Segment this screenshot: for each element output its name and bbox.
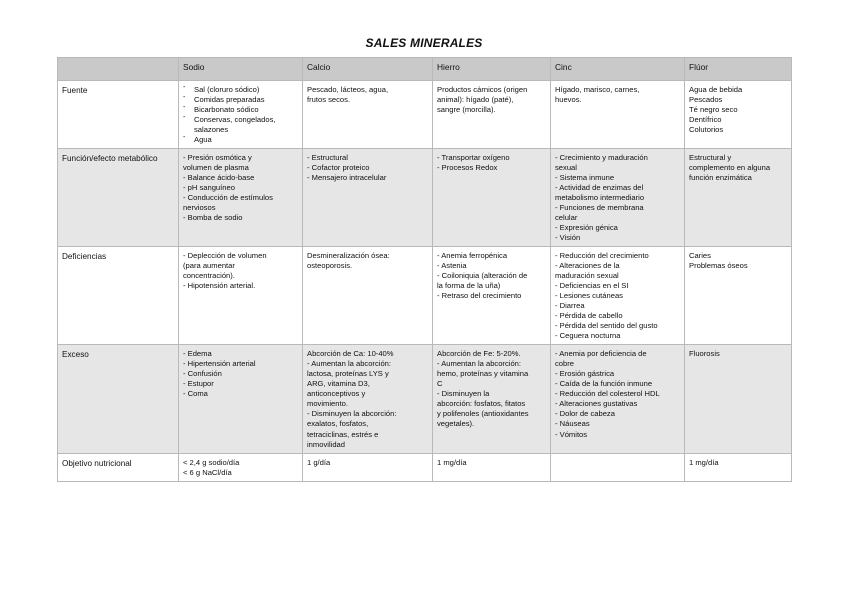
cell-text: - Funciones de membrana [555,203,644,213]
column-header-hierro: Hierro [433,58,551,81]
cell-text: Productos cárnicos (origen [437,85,528,94]
cell-fluor [685,453,792,481]
page-title: SALES MINERALES [365,36,483,50]
cell-text: - Disminuyen la [437,389,490,399]
cell-text: - Transportar oxígeno [437,153,510,163]
column-header-cinc: Cinc [551,58,685,81]
cell-text: - Caída de la función inmune [555,379,653,389]
cell-text: - Procesos Redox [437,163,498,173]
cell-text: - Náuseas [555,419,590,429]
cell-text: - Aumentan la abcorción: [307,359,392,369]
cell-text: < 2,4 g sodio/día [183,457,240,467]
cell-text: (para aumentar [183,261,235,271]
cell-text: salazones [194,125,229,135]
cell-text: - Sal (cloruro sódico) [183,85,298,95]
cell-text: Fluorosis [689,349,720,359]
cell-text: - Cofactor proteico [307,163,370,173]
row-label: Deficiencias [58,247,179,345]
cell-text: - Retraso del crecimiento [437,291,522,301]
table-body [58,81,792,482]
cell-text: - Erosión gástrica [555,369,615,379]
cell-text: - Presión osmótica y [183,153,252,163]
table-row [58,81,792,149]
cell-text: nerviosos [183,203,216,213]
cell-text: Té negro seco [689,105,738,115]
cell-text: - Diarrea [555,301,585,311]
cell-text: - Agua [183,135,298,145]
column-header-sodio: Sodio [179,58,303,81]
cell-calcio [303,453,433,481]
cell-text: - Confusión [183,369,222,379]
cell-cinc [551,149,685,247]
cell-text: vegetales). [437,419,475,429]
cell-fluor [685,345,792,453]
cell-text: - Comidas preparadas [183,95,298,105]
cell-calcio [303,81,433,149]
cell-cinc [551,81,685,149]
cell-text: - Coma [183,389,208,399]
cell-text: tetraciclinas, estrés e [307,429,379,439]
cell-text: maduración sexual [555,271,619,281]
cell-text: - Hipotensión arterial. [183,281,256,291]
cell-hierro [433,81,551,149]
cell-hierro [433,453,551,481]
cell-text: sexual [555,163,577,173]
minerals-table [57,57,792,482]
cell-cinc [551,345,685,453]
table-row [58,453,792,481]
cell-text: ARG, vitamina D3, [307,379,370,389]
table-row [58,345,792,453]
cell-text: 1 mg/día [689,457,719,467]
cell-text: movimiento. [307,399,348,409]
cell-text: - Bomba de sodio [183,213,243,223]
cell-sodio [179,149,303,247]
cell-text: - Disminuyen la abcorción: [307,409,397,419]
cell-text: Hígado, marisco, carnes, [555,85,640,94]
cell-cinc [551,453,685,481]
cell-text: sangre (morcilla). [437,105,496,115]
row-label: Objetivo nutricional [58,453,179,481]
row-label: Exceso [58,345,179,453]
table-row [58,247,792,345]
cell-text: frutos secos. [307,95,351,105]
cell-text: - Vómitos [555,429,588,439]
cell-fluor [685,81,792,149]
cell-text: - Pérdida del sentido del gusto [555,321,658,331]
cell-hierro [433,149,551,247]
cell-text: animal): hígado (paté), [437,95,514,105]
cell-cinc [551,247,685,345]
cell-text: inmovilidad [307,439,345,449]
cell-text: Abcorción de Ca: 10-40% [307,349,394,359]
cell-text: hemo, proteínas y vitamina [437,369,529,379]
row-label: Función/efecto metabólico [58,149,179,247]
column-header-calcio: Calcio [303,58,433,81]
cell-text: - Alteraciones gustativas [555,399,638,409]
column-header-fluor: Flúor [685,58,792,81]
cell-text: - Aumentan la abcorción: [437,359,522,369]
cell-text: < 6 g NaCl/día [183,467,232,477]
cell-text: - Visión [555,233,581,243]
cell-text: Agua de bebida [689,85,743,94]
cell-text: - Sistema inmune [555,173,615,183]
cell-text: cobre [555,359,574,369]
cell-text: la forma de la uña) [437,281,501,291]
cell-text: celular [555,213,578,223]
cell-text: función enzimática [689,173,752,183]
cell-text: Colutorios [689,125,724,135]
cell-hierro [433,345,551,453]
cell-text: - Expresión génica [555,223,618,233]
cell-text: 1 mg/día [437,457,467,467]
cell-text: - Edema [183,349,212,359]
cell-text: complemento en alguna [689,163,771,173]
cell-text: - Dolor de cabeza [555,409,615,419]
cell-text: - Anemia por deficiencia de [555,349,647,359]
cell-sodio [179,345,303,453]
cell-text: C [437,379,443,389]
cell-text: huevos. [555,95,582,105]
cell-text: volumen de plasma [183,163,249,173]
cell-text: metabolismo intermediario [555,193,645,203]
cell-text: Pescados [689,95,723,105]
cell-calcio [303,149,433,247]
table-row [58,149,792,247]
table-header-row [58,58,792,81]
cell-text: osteoporosis. [307,261,353,271]
cell-text: anticonceptivos y [307,389,366,399]
cell-text: exalatos, fosfatos, [307,419,369,429]
cell-text: - Pérdida de cabello [555,311,623,321]
cell-text: Caries [689,251,711,261]
cell-hierro [433,247,551,345]
cell-text: - Alteraciones de la [555,261,620,271]
cell-sodio [179,247,303,345]
cell-text: - Deficiencias en el SI [555,281,629,291]
cell-text: - Mensajero intracelular [307,173,387,183]
cell-text: concentración). [183,271,235,281]
cell-text: - Reducción del colesterol HDL [555,389,660,399]
cell-text: Abcorción de Fe: 5-20%. [437,349,521,359]
cell-text: - Conservas, congelados, [183,115,298,125]
cell-text: abcorción: fosfatos, fitatos [437,399,526,409]
cell-text: - Deplección de volumen [183,251,267,261]
cell-sodio [179,453,303,481]
cell-calcio [303,345,433,453]
cell-text: - Estructural [307,153,348,163]
cell-text: Estructural y [689,153,732,163]
row-label: Fuente [58,81,179,149]
cell-text: Dentífrico [689,115,722,125]
cell-text: - pH sanguíneo [183,183,235,193]
cell-text: - Bicarbonato sódico [183,105,298,115]
cell-text: - Estupor [183,379,214,389]
cell-text: y polifenoles (antioxidantes [437,409,529,419]
cell-text: Problemas óseos [689,261,748,271]
cell-text: - Astenia [437,261,467,271]
cell-fluor [685,149,792,247]
cell-text: - Conducción de estímulos [183,193,273,203]
cell-text: - Anemia ferropénica [437,251,508,261]
cell-text: lactosa, proteínas LYS y [307,369,389,379]
cell-text: Pescado, lácteos, agua, [307,85,389,94]
cell-text: - Ceguera nocturna [555,331,621,341]
column-header-empty [58,58,179,81]
cell-fluor [685,247,792,345]
cell-text: - Reducción del crecimiento [555,251,649,261]
cell-text: - Crecimiento y maduración [555,153,648,163]
cell-text: 1 g/día [307,457,331,467]
cell-text: - Coiloniquia (alteración de [437,271,528,281]
cell-text: - Actividad de enzimas del [555,183,644,193]
cell-text: - Balance ácido-base [183,173,255,183]
cell-text: - Hipertensión arterial [183,359,256,369]
cell-text: Desmineralización ósea: [307,251,390,261]
cell-sodio [179,81,303,149]
cell-text: - Lesiones cutáneas [555,291,623,301]
cell-calcio [303,247,433,345]
